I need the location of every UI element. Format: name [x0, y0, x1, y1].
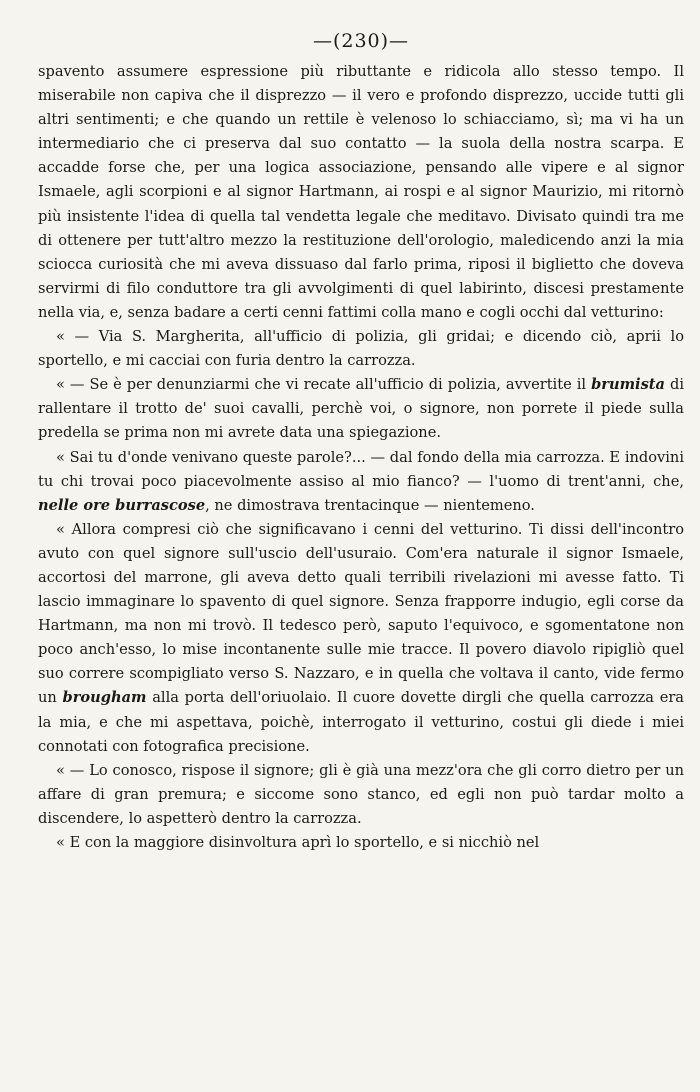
paragraph	[38, 325, 684, 373]
paragraph	[38, 831, 684, 855]
paragraph	[38, 759, 684, 831]
text-segment: di rallentare il trotto de' suoi cavalli, perchè voi, o signore, non porrete il piede sulla predella se prima non mi avrete data una spiegazione.	[38, 376, 684, 442]
body-text	[38, 60, 684, 855]
text-segment: alla porta dell'oriuolaio. Il cuore dovette dirgli che quella carrozza era la mia, e che mi aspettava, poichè, interrogato il vetturino, costui gli diede i miei connotati con fotografica precisione.	[38, 689, 685, 755]
text-segment: , ne dimostrava trentacinque — nientemeno.	[205, 496, 535, 514]
text-segment: « — Via S. Margherita, all'ufficio di polizia, gli gridai; e dicendo ciò, aprii lo sportello, e mi cacciai con furia dentro la carrozza.	[38, 328, 684, 370]
page-number: —(230)—	[312, 30, 410, 52]
paragraph	[38, 446, 684, 518]
text-segment: spavento assumere espressione più ributtante e ridicola allo stesso tempo. Il miserabile non capiva che il disprezzo — il vero e profondo disprezzo, uccide tutti gli altri sentimenti; e che quando un rettile è velenoso lo schiacciamo, sì; ma vi ha un intermediario che ci preserva dal suo contatto — la suola della nostra scarpa. E accadde forse che, per una logica associazione, pensando alle vipere e al signor Ismaele, agli scorpioni e al signor Hartmann, ai rospi e al signor Maurizio, mi ritornò più insistente l'idea di quella tal vendetta legale che meditavo. Divisato quindi tra me di ottenere per tutt'altro mezzo la restituzione dell'orologio, maledicendo anzi la mia sciocca curiosità che mi aveva dissuaso dal farlo prima, riposi il biglietto che doveva servirmi di filo conduttore tra gli avvolgimenti di quel labirinto, discesi prestamente nella via, e, senza badare a certi cenni fattimi colla mano e cogli occhi dal vetturino:	[38, 63, 684, 321]
italic-text: brumista	[591, 376, 665, 394]
paragraph	[38, 60, 684, 325]
text-segment: « E con la maggiore disinvoltura aprì lo sportello, e si nicchiò nel	[56, 834, 540, 851]
text-segment: « — Lo conosco, rispose il signore; gli è già una mezz'ora che gli corro dietro per un affare di gran premura; e siccome sono stanco, ed egli non può tardar molto a discendere, lo aspetterò dentro la carrozza.	[38, 761, 684, 827]
italic-text: brougham	[62, 689, 147, 707]
paragraph	[38, 518, 684, 759]
text-segment: « Allora compresi ciò che significavano i cenni del vetturino. Ti dissi dell'incontro avuto con quel signore sull'uscio dell'usuraio. Com'era naturale il signor Ismaele, accortosi del marrone, gli aveva detto quali terribili rivelazioni mi avesse fatto. Ti lascio immaginare lo spavento di quel signore. Senza frapporre indugio, egli corse da Hartmann, ma non mi trovò. Il tedesco però, saputo l'equivoco, e sgomentatone non poco anch'esso, lo mise incontanente sulle mie tracce. Il povero diavolo ripigliò quel suo correre scompigliato verso S. Nazzaro, e in quella che voltava il canto, vide fermo un	[38, 520, 684, 707]
paragraph	[38, 373, 684, 445]
italic-text: nelle ore burrascose	[38, 496, 206, 514]
text-segment: « Sai tu d'onde venivano queste parole?... — dal fondo della mia carrozza. E indovini tu chi trovai poco piacevolmente assiso al mio fianco? — l'uomo di trent'anni, che,	[38, 448, 684, 490]
text-segment: « — Se è per denunziarmi che vi recate all'ufficio di polizia, avvertite il	[56, 376, 592, 394]
